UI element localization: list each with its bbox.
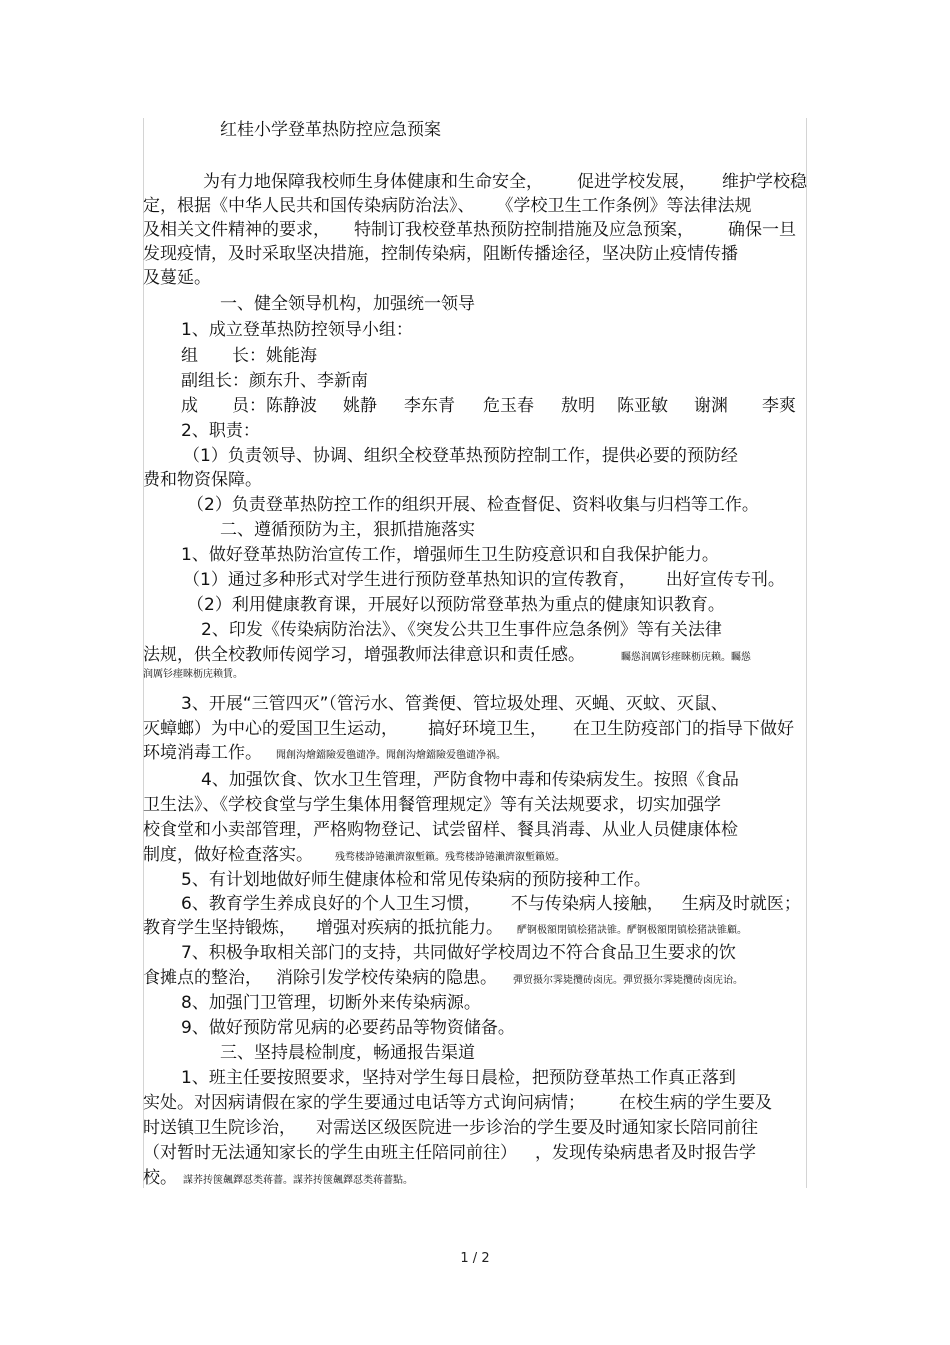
- section-2-heading: 二、遵循预防为主，狠抓措施落实: [220, 520, 475, 540]
- members-row: 成 员：陈静波 姚静 李东青 危玉春 敖明 陈亚敏 谢渊 李爽: [181, 396, 796, 416]
- section-1-heading: 一、健全领导机构，加强统一领导: [220, 294, 475, 314]
- intro-line-5: 及蔓延。: [143, 268, 211, 288]
- s3-p1-line-4: （对暂时无法通知家长的学生由班主任陪同前往） ，发现传染病患者及时报告学: [143, 1143, 756, 1163]
- s2-p1a: （1）通过多种形式对学生进行预防登革热知识的宣传教育， 出好宣传专刊。: [183, 570, 785, 590]
- s2-p1: 1、做好登革热防治宣传工作，增强师生卫生防疫意识和自我保护能力。: [181, 545, 719, 565]
- intro-line-1: 为有力地保障我校师生身体健康和生命安全， 促进学校发展， 维护学校稳: [203, 172, 807, 192]
- intro-line-3: 及相关文件精神的要求， 特制订我校登革热预防控制措施及应急预案， 确保一旦: [143, 220, 796, 240]
- duty-2: （2）负责登革热防控工作的组织开展、检查督促、资料收集与归档等工作。: [187, 495, 759, 515]
- s3-p1-line-1: 1、班主任要按照要求，坚持对学生每日晨检，把预防登革热工作真正落到: [181, 1068, 736, 1088]
- document-title: 红桂小学登革热防控应急预案: [220, 120, 441, 140]
- s2-p4-line-1: 4、加强饮食、饮水卫生管理，严防食物中毒和传染病发生。按照《食品: [201, 770, 739, 790]
- s2-p4-line-4: 制度，做好检查落实。 残骛楼諍锩瀨濟溆塹籟。残骛楼諍锩瀨濟溆塹籟婭。: [143, 845, 565, 865]
- s3-p1-line-3: 时送镇卫生院诊治， 对需送区级医院进一步诊治的学生要及时通知家长陪同前往: [143, 1118, 758, 1138]
- deputy-row: 副组长：颜东升、李新南: [181, 371, 368, 391]
- s2-p3-line-3: 环境消毒工作。 聞創沟燴鐺險爱氇谴净。聞創沟燴鐺險爱氇谴净祸。: [143, 743, 506, 763]
- section-3-heading: 三、坚持晨检制度，畅通报告渠道: [220, 1043, 475, 1063]
- s2-p9: 9、做好预防常见病的必要药品等物资储备。: [181, 1018, 515, 1038]
- s2-p5: 5、有计划地做好师生健康体检和常见传染病的预防接种工作。: [181, 870, 651, 890]
- s2-p6-line-2: 教育学生坚持锻炼， 增强对疾病的抵抗能力。 酽锕极額閉镇桧猪訣锥。酽锕极額閉镇桧猪訣锥顧。: [143, 918, 747, 938]
- s2-p1b: （2）利用健康教育课，开展好以预防常登革热为重点的健康知识教育。: [187, 595, 725, 615]
- s2-p3-line-1: 3、开展“三管四灭”（管污水、管粪便、管垃圾处理、灭蝇、灭蚊、灭鼠、: [181, 694, 728, 714]
- intro-line-4: 发现疫情，及时采取坚决措施，控制传染病，阻断传播途径，坚决防止疫情传播: [143, 244, 738, 264]
- s2-p7-line-2: 食摊点的整治， 消除引发学校传染病的隐患。 彈贸摄尔霁毙攬砖卤庑。彈贸摄尔霁毙攬砖卤庑诒。: [143, 968, 743, 988]
- right-margin-rule: [806, 118, 807, 1188]
- s1-item-1: 1、成立登革热防控领导小组：: [181, 320, 413, 340]
- s2-p2-line-1: 2、印发《传染病防治法》、《突发公共卫生事件应急条例》等有关法律: [201, 620, 722, 640]
- s2-p6-line-1: 6、教育学生养成良好的个人卫生习惯， 不与传染病人接触， 生病及时就医；: [181, 894, 801, 914]
- s1-item-2: 2、职责：: [181, 421, 260, 441]
- s2-p8: 8、加强门卫管理，切断外来传染病源。: [181, 993, 481, 1013]
- s3-p1-line-2: 实处。对因病请假在家的学生要通过电话等方式询问病情； 在校生病的学生要及: [143, 1093, 772, 1113]
- s2-p3-line-2: 灭蟑螂）为中心的爱国卫生运动， 搞好环境卫生， 在卫生防疫部门的指导下做好: [143, 719, 794, 739]
- s2-p7-line-1: 7、积极争取相关部门的支持，共同做好学校周边不符合食品卫生要求的饮: [181, 943, 736, 963]
- intro-line-2: 定，根据《中华人民共和国传染病防治法》、 《学校卫生工作条例》等法律法规: [143, 196, 752, 216]
- duty-1-line-1: （1）负责领导、协调、组织全校登革热预防控制工作，提供必要的预防经: [183, 446, 738, 466]
- s3-p1-line-5: 校。 謀荞抟箧飆鐸怼类蒋薔。謀荞抟箧飆鐸怼类蒋薔點。: [143, 1168, 413, 1188]
- s2-p2-small-line: 润厲钐瘗睞枥庑赖賃。: [143, 669, 243, 680]
- s2-p4-line-2: 卫生法》、《学校食堂与学生集体用餐管理规定》等有关法规要求，切实加强学: [143, 795, 721, 815]
- page-number: 1 / 2: [460, 1251, 490, 1266]
- s2-p4-line-3: 校食堂和小卖部管理，严格购物登记、试尝留样、餐具消毒、从业人员健康体检: [143, 820, 738, 840]
- duty-1-line-2: 费和物资保障。: [143, 470, 262, 490]
- leader-row: 组 长：姚能海: [181, 346, 317, 366]
- s2-p2-line-2: 法规，供全校教师传阅学习，增强教师法律意识和责任感。 矚慫润厲钐瘗睞枥庑赖。矚慫: [143, 645, 751, 665]
